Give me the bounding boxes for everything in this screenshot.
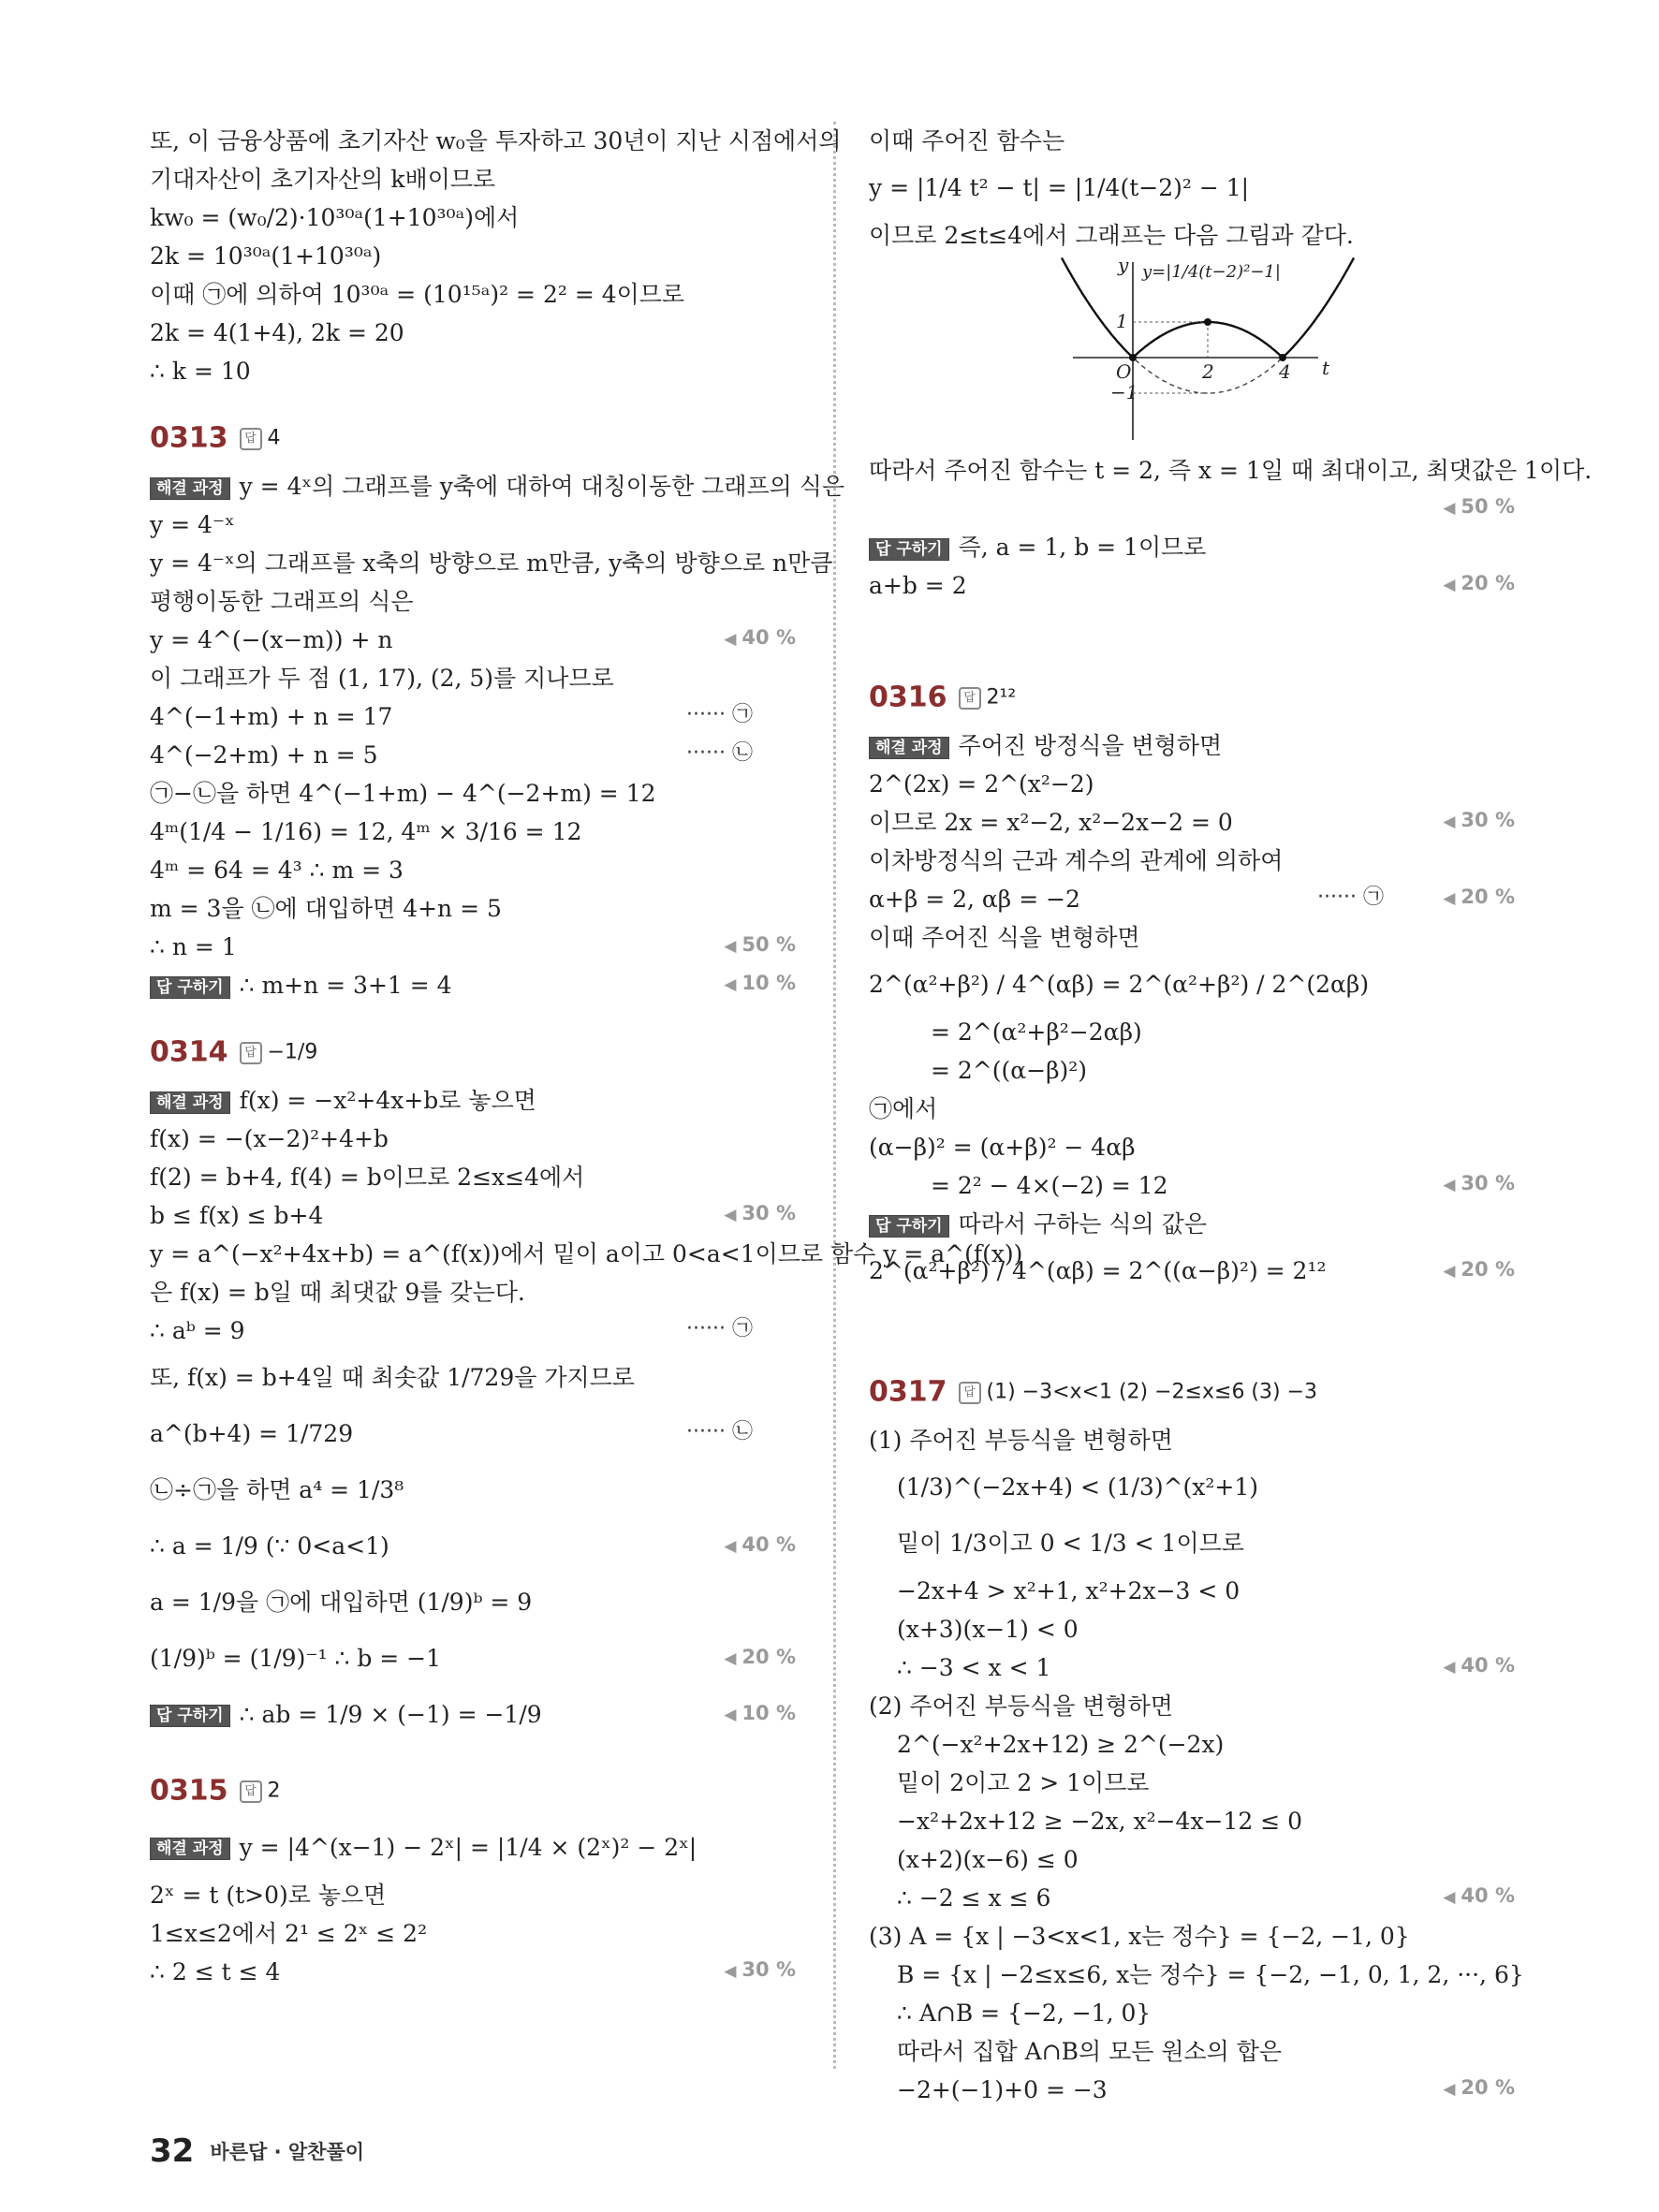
solution-line [869, 1838, 1515, 1877]
math-text: 주어진 방정식을 변형하면 [958, 732, 1223, 759]
solution-line [150, 657, 796, 696]
math-text: ㉠에서 [869, 1095, 938, 1122]
math-text: b ≤ f(x) ≤ b+4 [150, 1202, 324, 1229]
math-text: 또, 이 금융상품에 초기자산 w₀을 투자하고 30년이 지난 시점에서의 [150, 127, 842, 154]
solution-line [150, 120, 842, 158]
answer-icon: 답 [959, 687, 981, 710]
score-percent: ◀ 20 % [724, 1629, 796, 1687]
solution-line [150, 1310, 796, 1348]
math-text: 2^(α²+β²) / 4^(αβ) = 2^(α²+β²) / 2^(2αβ) [869, 970, 1370, 998]
answer-value: −1/9 [267, 1040, 318, 1064]
equation-marker: ······ ㉠ [686, 703, 753, 726]
solution-line [869, 1419, 1515, 1458]
math-text: y = |1/4 t² − t| = |1/4(t−2)² − 1| [869, 173, 1250, 201]
problem-header [869, 670, 1515, 725]
problem-number: 0317 [869, 1375, 947, 1409]
solution-line [869, 158, 1515, 214]
math-text: ∴ 2 ≤ t ≤ 4 [150, 1958, 281, 1985]
solution-line [150, 350, 796, 388]
math-text: y = 4^(−(x−m)) + n [150, 626, 393, 653]
solution-line [869, 1647, 1515, 1685]
math-text: 밑이 1/3이고 0 < 1/3 < 1이므로 [897, 1529, 1244, 1557]
score-percent: ◀ 10 % [724, 964, 796, 1004]
math-text: ∴ aᵇ = 9 [150, 1317, 245, 1344]
math-text: = 2^((α−β)²) [931, 1057, 1088, 1084]
solution-line [150, 1818, 796, 1874]
solution-line [869, 840, 1515, 878]
solution-line [869, 1800, 1515, 1838]
solution-line [150, 849, 796, 887]
solution-line [150, 1516, 796, 1573]
solution-line [150, 1685, 796, 1741]
math-text: 4ᵐ = 64 = 4³ ∴ m = 3 [150, 857, 404, 884]
math-text: (x+3)(x−1) < 0 [897, 1616, 1079, 1643]
math-text: 따라서 집합 A∩B의 모든 원소의 합은 [897, 2038, 1283, 2065]
math-text: 기대자산이 초기자산의 k배이므로 [150, 166, 496, 193]
math-text: = 2^(α²+β²−2αβ) [931, 1018, 1142, 1046]
math-text: 이때 주어진 함수는 [869, 127, 1065, 154]
solution-line [150, 542, 833, 580]
solution-line [869, 1126, 1515, 1165]
score-percent: ◀ 50 % [1443, 488, 1515, 528]
math-text: 이므로 2x = x²−2, x²−2x−2 = 0 [869, 809, 1233, 836]
step-tag: 답 구하기 [869, 1215, 949, 1238]
math-text: 밑이 2이고 2 > 1이므로 [897, 1769, 1150, 1796]
math-text: ∴ −3 < x < 1 [897, 1654, 1051, 1681]
tick-label-t: 4 [1279, 360, 1291, 383]
math-text: f(x) = −(x−2)²+4+b [150, 1125, 389, 1152]
math-text: ∴ m+n = 3+1 = 4 [239, 972, 452, 999]
solution-line [869, 916, 1515, 955]
math-text: 이 그래프가 두 점 (1, 17), (2, 5)를 지나므로 [150, 665, 614, 692]
math-text: = 2² − 4×(−2) = 12 [931, 1172, 1168, 1199]
math-text: f(x) = −x²+4x+b로 놓으면 [239, 1087, 536, 1114]
math-text: ∴ ab = 1/9 × (−1) = −1/9 [239, 1700, 542, 1728]
solution-line [869, 1685, 1515, 1723]
math-text: −x²+2x+12 ≥ −2x, x²−4x−12 ≤ 0 [897, 1808, 1303, 1835]
math-text: y = 4⁻ˣ의 그래프를 x축의 방향으로 m만큼, y축의 방향으로 n만큼 [150, 549, 833, 577]
math-text: −2x+4 > x²+1, x²+2x−3 < 0 [897, 1577, 1241, 1604]
step-tag: 해결 과정 [869, 737, 949, 759]
solution-line [869, 878, 1515, 916]
answer-icon: 답 [240, 428, 262, 450]
curve-label: y=|1/4(t−2)²−1| [1142, 262, 1281, 282]
answer-value: 2¹² [986, 685, 1017, 710]
solution-line [869, 214, 1515, 253]
solution-line [869, 1458, 1515, 1514]
solution-line [150, 696, 796, 734]
score-percent: ◀ 30 % [1443, 801, 1515, 842]
answer-icon: 답 [240, 1780, 262, 1803]
math-text: ∴ a = 1/9 (∵ 0<a<1) [150, 1531, 389, 1560]
equation-marker: ······ ㉡ [686, 1420, 753, 1443]
score-percent: ◀ 20 % [1443, 564, 1515, 605]
score-percent: ◀ 30 % [724, 1951, 796, 1991]
equation-marker: ······ ㉠ [686, 1317, 753, 1340]
solution-line [869, 2030, 1515, 2069]
solution-line [150, 235, 796, 273]
tick-label-y: 1 [1116, 310, 1128, 332]
solution-line [869, 1954, 1524, 1992]
step-tag: 답 구하기 [150, 976, 230, 999]
math-text: a+b = 2 [869, 572, 967, 599]
solution-line [150, 1271, 796, 1310]
step-tag: 해결 과정 [150, 477, 230, 500]
solution-line [869, 1762, 1515, 1800]
score-percent: ◀ 40 % [724, 1516, 796, 1575]
solution-line [150, 1874, 796, 1912]
problem-header [150, 1025, 796, 1079]
max-point [1204, 318, 1211, 326]
step-tag: 해결 과정 [150, 1091, 230, 1114]
math-text: (1/3)^(−2x+4) < (1/3)^(x²+1) [897, 1472, 1259, 1501]
solution-line [150, 772, 796, 811]
solution-line [869, 488, 1515, 526]
score-percent: ◀ 30 % [1443, 1165, 1515, 1205]
math-text: 이때 ㉠에 의하여 10³⁰ᵃ = (10¹⁵ᵃ)² = 2² = 4이므로 [150, 281, 685, 308]
math-text: (1) 주어진 부등식을 변형하면 [869, 1427, 1173, 1454]
score-percent: ◀ 30 % [724, 1194, 796, 1235]
score-percent: ◀ 50 % [724, 926, 796, 966]
math-text: ㉡÷㉠을 하면 a⁴ = 1/3⁸ [150, 1475, 404, 1503]
math-text: 이때 주어진 식을 변형하면 [869, 924, 1140, 951]
problem-number: 0316 [869, 681, 947, 714]
score-percent: ◀ 20 % [1443, 878, 1515, 918]
math-text: a^(b+4) = 1/729 [150, 1419, 354, 1447]
math-text: ∴ A∩B = {−2, −1, 0} [897, 2000, 1152, 2027]
answer-icon: 답 [240, 1042, 262, 1064]
math-text: (2) 주어진 부등식을 변형하면 [869, 1692, 1173, 1720]
function-graph [869, 253, 1515, 449]
solution-line [150, 1404, 796, 1460]
solution-line [150, 1348, 796, 1404]
solution-line [869, 1049, 1515, 1088]
math-text: 또, f(x) = b+4일 때 최솟값 1/729을 가지므로 [150, 1363, 635, 1391]
solution-line [150, 273, 796, 312]
math-text: 4^(−1+m) + n = 17 [150, 703, 393, 730]
column-divider [833, 122, 836, 2069]
solution-line [150, 964, 796, 1003]
solution-line [869, 2069, 1515, 2107]
math-text: 따라서 구하는 식의 값은 [958, 1210, 1207, 1238]
solution-line [869, 725, 1515, 763]
math-text: 이차방정식의 근과 계수의 관계에 의하여 [869, 847, 1284, 874]
book-title: 바른답 · 알찬풀이 [210, 2141, 365, 2163]
problem-header [150, 411, 796, 465]
score-percent: ◀ 40 % [1443, 1647, 1515, 1687]
math-text: 이므로 2≤t≤4에서 그래프는 다음 그림과 같다. [869, 222, 1354, 249]
solution-line [869, 955, 1515, 1011]
problem-number: 0315 [150, 1774, 228, 1808]
solution-line [869, 1241, 1515, 1297]
solution-line [150, 926, 796, 964]
score-percent: ◀ 40 % [724, 619, 796, 659]
solution-line [150, 1629, 796, 1685]
math-text: a = 1/9을 ㉠에 대입하면 (1/9)ᵇ = 9 [150, 1588, 533, 1616]
step-tag: 해결 과정 [150, 1838, 230, 1860]
solution-line [150, 1951, 796, 1989]
step-tag: 답 구하기 [150, 1705, 230, 1727]
solution-line [150, 158, 796, 197]
math-text: y = |4^(x−1) − 2ˣ| = |1/4 × (2ˣ)² − 2ˣ| [239, 1833, 697, 1861]
solution-line [150, 504, 796, 542]
solution-line [150, 887, 796, 926]
math-text: ∴ k = 10 [150, 358, 251, 385]
math-text: y = a^(−x²+4x+b) = a^(f(x))에서 밑이 a이고 0<a<1이므로 함수 y = a^(f(x)) [150, 1240, 1023, 1267]
math-text: y = 4ˣ의 그래프를 y축에 대하여 대칭이동한 그래프의 식은 [239, 473, 845, 500]
math-text: 1≤x≤2에서 2¹ ≤ 2ˣ ≤ 2² [150, 1920, 428, 1947]
math-text: 은 f(x) = b일 때 최댓값 9를 갖는다. [150, 1279, 525, 1306]
graph-svg [869, 253, 1515, 449]
solution-line [150, 619, 796, 657]
y-axis-label: y [1118, 254, 1129, 276]
math-text: kw₀ = (w₀/2)·10³⁰ᵃ(1+10³⁰ᵃ)에서 [150, 204, 520, 231]
solution-line [150, 197, 796, 235]
solution-line [869, 1203, 1515, 1241]
solution-line [150, 1573, 796, 1629]
math-text: 4^(−2+m) + n = 5 [150, 741, 378, 769]
solution-line [869, 526, 1515, 564]
solution-line [869, 1088, 1515, 1126]
solution-line [869, 1165, 1515, 1203]
right-column [869, 120, 1593, 2107]
score-percent: ◀ 40 % [1443, 1877, 1515, 1917]
step-tag: 답 구하기 [869, 538, 949, 561]
solution-line [869, 1514, 1515, 1570]
math-text: B = {x | −2≤x≤6, x는 정수} = {−2, −1, 0, 1, 2, ···, 6} [897, 1961, 1524, 1988]
math-text: 2^(−x²+2x+12) ≥ 2^(−2x) [897, 1731, 1225, 1758]
problem-number: 0314 [150, 1035, 228, 1069]
solution-line [150, 1460, 796, 1516]
math-text: ∴ −2 ≤ x ≤ 6 [897, 1884, 1051, 1912]
solution-line [150, 1194, 796, 1233]
math-text: 2^(α²+β²) / 4^(αβ) = 2^((α−β)²) = 2¹² [869, 1256, 1327, 1284]
problem-header [869, 1365, 1515, 1419]
math-text: 따라서 주어진 함수는 t = 2, 즉 x = 1일 때 최대이고, 최댓값은 1이다. [869, 457, 1593, 484]
math-text: α+β = 2, αβ = −2 [869, 886, 1080, 913]
solution-line [150, 1233, 1023, 1271]
solution-line [869, 449, 1593, 488]
math-text: (α−β)² = (α+β)² − 4αβ [869, 1134, 1136, 1161]
math-text: f(2) = b+4, f(4) = b이므로 2≤x≤4에서 [150, 1164, 585, 1191]
solution-line [150, 734, 796, 772]
math-text: (3) A = {x | −3<x<1, x는 정수} = {−2, −1, 0} [869, 1923, 1410, 1950]
math-text: 2ˣ = t (t>0)로 놓으면 [150, 1882, 387, 1909]
equation-marker: ······ ㉡ [686, 741, 753, 765]
tick-label-y: −1 [1110, 381, 1138, 403]
solution-line [869, 1723, 1515, 1762]
solution-line [869, 120, 1515, 158]
answer-icon: 답 [959, 1382, 981, 1404]
solution-line [869, 1011, 1515, 1049]
solution-line [869, 564, 1515, 603]
math-text: (1/9)ᵇ = (1/9)⁻¹ ∴ b = −1 [150, 1644, 442, 1672]
origin-label: O [1116, 360, 1132, 383]
math-text: ∴ n = 1 [150, 933, 237, 960]
math-text: m = 3을 ㉡에 대입하면 4+n = 5 [150, 895, 502, 922]
solution-line [150, 580, 796, 619]
math-text: 2k = 10³⁰ᵃ(1+10³⁰ᵃ) [150, 242, 382, 270]
math-text: (x+2)(x−6) ≤ 0 [897, 1846, 1079, 1873]
answer-value: 4 [267, 426, 281, 450]
equation-marker: ······ ㉠ [1317, 886, 1384, 909]
solution-line [150, 1156, 796, 1194]
math-text: 2^(2x) = 2^(x²−2) [869, 770, 1094, 798]
answer-value: (1) −3<x<1 (2) −2≤x≤6 (3) −3 [986, 1380, 1318, 1404]
solution-line [150, 312, 796, 350]
tick-label-t: 2 [1202, 360, 1214, 383]
math-text: 즉, a = 1, b = 1이므로 [958, 534, 1207, 561]
solution-line [869, 1570, 1515, 1608]
solution-line [869, 801, 1515, 840]
score-percent: ◀ 20 % [1443, 1241, 1515, 1299]
problem-number: 0313 [150, 421, 228, 455]
solution-line [150, 1912, 796, 1951]
solution-line [869, 1915, 1515, 1954]
math-text: 4ᵐ(1/4 − 1/16) = 12, 4ᵐ × 3/16 = 12 [150, 818, 582, 845]
solution-line [869, 1877, 1515, 1915]
solution-line [150, 811, 796, 849]
solution-line [150, 465, 845, 504]
solution-line [869, 763, 1515, 801]
math-text: −2+(−1)+0 = −3 [897, 2076, 1108, 2103]
math-text: y = 4⁻ˣ [150, 511, 235, 538]
math-text: 평행이동한 그래프의 식은 [150, 588, 414, 615]
score-percent: ◀ 10 % [724, 1685, 796, 1743]
solution-line [869, 1992, 1515, 2030]
solution-line [150, 1118, 796, 1156]
math-text: 2k = 4(1+4), 2k = 20 [150, 319, 404, 346]
solution-line [869, 1608, 1515, 1647]
t-axis-label: t [1322, 357, 1330, 379]
problem-header [150, 1764, 796, 1818]
answer-value: 2 [267, 1779, 281, 1803]
solution-line [150, 1079, 796, 1118]
page-footer [150, 2132, 364, 2170]
math-text: ㉠−㉡을 하면 4^(−1+m) − 4^(−2+m) = 12 [150, 780, 656, 807]
score-percent: ◀ 20 % [1443, 2069, 1515, 2109]
page-number: 32 [150, 2132, 195, 2170]
